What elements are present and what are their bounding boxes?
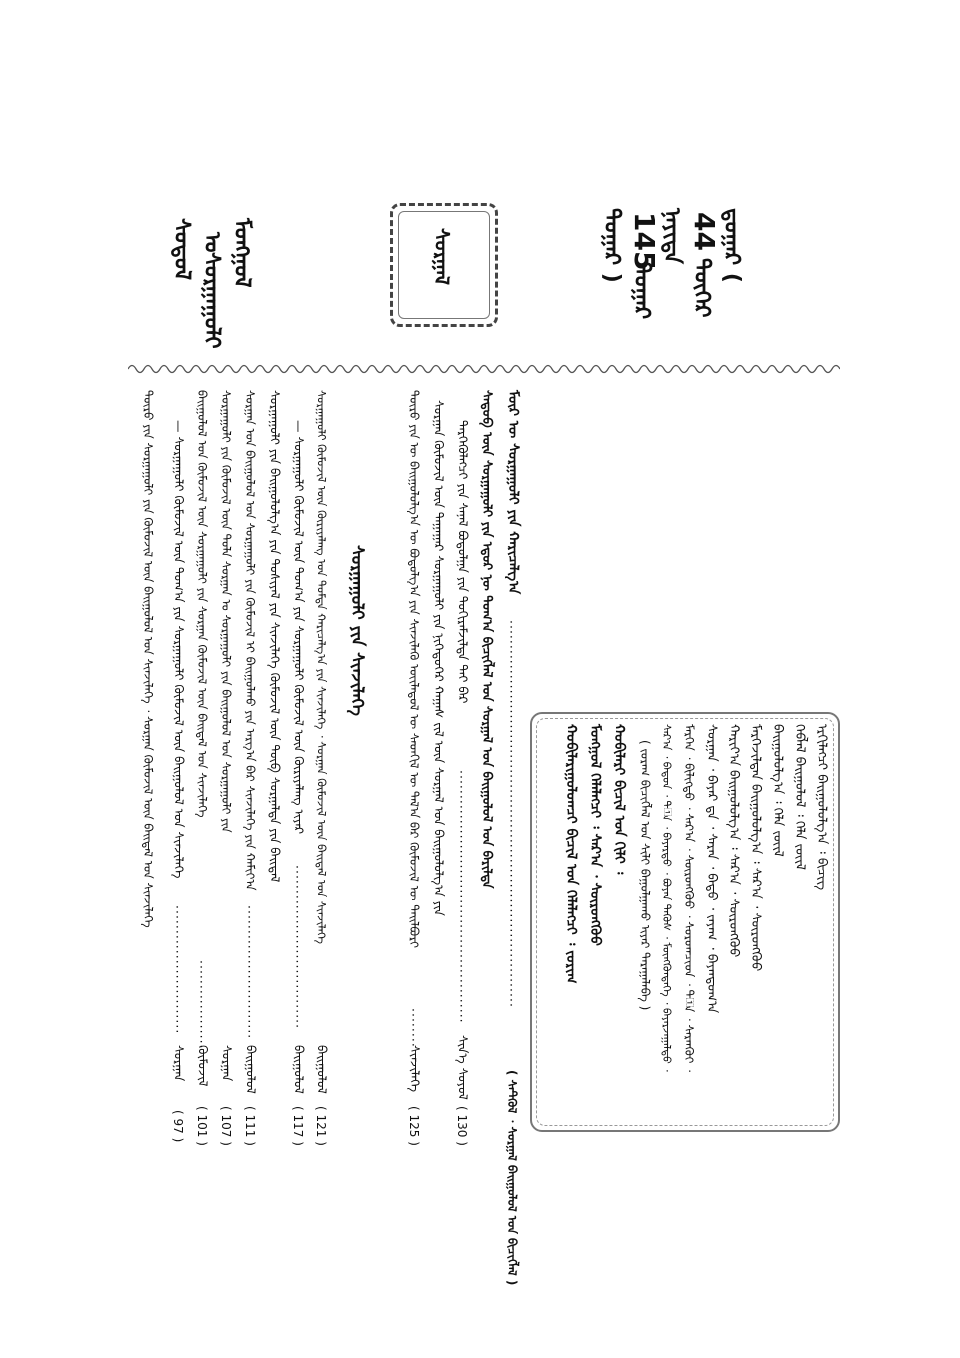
issue-label: ᠳ᠋ᠤᠭᠠᠷ ( <box>719 208 744 283</box>
total-suffix: ᠳᠤᠭᠠᠷ <box>629 262 654 320</box>
page-title: ᠰᠤᠷᠭᠠᠯ <box>430 228 454 285</box>
toc-item-text: ᠰᠤᠷᠭᠠᠭᠤᠯᠢ ᠶᠢᠨ ᠪᠠᠢᠭᠤᠯᠤᠯᠭ᠎ᠠ ᠶᠢᠨ ᠲᠤᠰᠢᠶᠠᠯ ᠶᠢᠨ ᠰᠢᠨᠵᠢᠯᠡᠭᠡ ᠬᠦᠮᠦᠵᠢᠯ ᠦᠨ ᠲᠦᠪ ᠰᠤᠷᠭᠠᠯᠲᠠ ᠶᠢᠨ ᠪᠠᠢᠳᠠᠯ <box>267 390 283 883</box>
toc-dots: ................................. <box>293 865 309 1030</box>
section-title: ᠰᠤᠷᠭᠠᠭᠤᠯᠢ ᠶᠢᠨ ᠰᠢᠨᠵᠢᠯᠡᠭᠡ <box>347 545 367 716</box>
toc-header-line: ᠲᠡᠷᠭᠡᠭᠦᠯᠡᠭᠴᠢ ᠶᠢᠨ ᠰᠠᠨᠠᠯ ᠪᠣᠳᠤᠯᠭᠠ ᠶᠢᠨ ᠲᠣᠬᠢᠷᠠᠮᠵᠢᠯᠲᠠ ᠲᠠᠢ ᠪᠠᠷ <box>455 420 471 704</box>
toc-page-number: ( 130 ) <box>455 1106 469 1146</box>
toc-page-number: ( 111 ) <box>243 1106 257 1146</box>
toc-dots: .................. <box>197 960 213 1050</box>
info-heading: ᠬᠤᠪᠢᠯᠠᠷᠢᠭᠤᠯᠤᠭᠴᠢ ᠪᠢᠴᠢᠯ ᠤᠨ ᠬᠡᠯᠡᠯᠡᠭᠴᠢ ᠄ ᠵᠤᠷᠢᠭ <box>563 724 579 984</box>
toc-header-line: ᠮᠦᠷ ᠦ ᠰᠤᠷᠭᠠᠭᠤᠯᠢ ᠶᠢᠨ ᠬᠠᠷᠢᠴᠠᠯᠭ᠎ᠠ <box>505 390 521 595</box>
publisher-line-3: ᠰᠤᠷᠭᠠᠭᠤᠯᠢ <box>199 252 224 349</box>
publisher-line-2: ᠤ <box>199 232 224 253</box>
toc-dots: .............................................................................. <box>507 620 523 1008</box>
toc-item-tail: ᠪᠠᠢᠭᠤᠯᠤᠯ <box>314 1045 330 1094</box>
toc-item-text: ᠰᠤᠷᠭᠠᠭᠤᠯᠢ ᠬᠦᠮᠦᠵᠢᠯ ᠦᠨ ᠬᠦᠷᠢᠶᠡᠯᠡᠩ ᠤᠨ ᠳᠤᠮᠳᠠ ᠬᠠᠷᠢᠴᠠᠯᠭ᠎ᠠ ᠶᠢᠨ ᠰᠢᠨᠵᠢᠯᠡᠭᠡ ᠂ ᠰᠤᠷᠭᠠᠨ ᠬᠦᠮᠦᠵᠢᠯ ᠦᠨ ᠪᠠᠢᠳᠠᠯ ᠤᠨ ᠰᠢᠨᠵᠢᠯᠡᠭᠡ <box>314 390 329 944</box>
toc-dots: ........................... <box>245 905 261 1040</box>
toc-item-tail: ᠪᠠᠢᠭᠤᠯᠤᠯ <box>291 1045 307 1094</box>
info-line: ᠰᠡᠷ᠎ᠠ ᠂ ᠪᠠᠲᠤᠨ ᠂ ᠲ᠋ᠠ ᠂ ᠪᠠᠶᠠᠷᠲᠤ ᠂ ᠪᠤᠶᠠᠨ ᠲᠡᠭᠦᠰ ᠂ ᠮᠦᠩᠭᠦᠨᠲᠡᠭᠡ ᠂ ᠪᠠᠶᠠᠷᠵᠠᠭᠠᠯᠲᠤ ᠂ <box>660 724 673 1072</box>
toc-item-text: — ᠰᠤᠷᠭᠠᠭᠤᠯᠢ ᠬᠦᠮᠦᠵᠢᠯ ᠦᠨ ᠲᠣᠭ᠎ᠠ ᠶᠢᠨ ᠰᠤᠷᠭᠠᠭᠤᠯᠢ ᠬᠦᠮᠦᠵᠢᠯ ᠦᠨ ᠪᠠᠢᠭᠤᠯᠤᠯ ᠤᠨ ᠰᠢᠨᠵᠢᠯᠡᠭᠡ <box>171 420 187 879</box>
total-label: ᠨᠡᠶᠢᠲᠡ <box>659 208 684 264</box>
toc-page-number: ( 121 ) <box>314 1106 328 1146</box>
info-line: ᠮᠡᠷᠭᠡᠨ ᠂ ᠪᠢᠯᠢᠭᠲᠦ ᠂ ᠰᠡᠷ᠎ᠠ ᠂ ᠰᠦᠷᠦᠩᠬᠦᠦ ᠂ ᠰᠤᠷᠤᠭᠴᠢᠳ ᠂ ᠲ᠋ᠠ ᠂ ᠰᠠᠷᠠᠨᠭᠦᠢ ᠂ <box>682 724 696 1073</box>
toc-header-tail: ᠰᠢᠨ᠎ᠡ ᠰᠣᠶᠣᠯ <box>455 1035 471 1100</box>
toc-item-tail: ᠪᠠᠢᠭᠤᠯᠤᠯ <box>243 1045 259 1094</box>
toc-dots: ........ <box>409 1008 425 1048</box>
toc-header-line: ᠲᠦᠷᠦ ᠶᠢᠨ ᠦ ᠪᠠᠢᠭᠤᠯᠤᠯᠭ᠎ᠠ ᠦ ᠪᠣᠳᠤᠯᠭ᠎ᠠ ᠶᠢᠨ ᠰᠢᠨᠵᠢᠯᠡᠬᠦ ᠦᠢᠯᠡᠳᠦᠯ ᠦ ᠰᠡᠳᠬᠢᠯ ᠦ ᠲᠠᠯ᠎ᠠ ᠪᠠᠷ ᠬᠦᠮᠦᠵᠢᠯ ᠦ ᠲᠠᠢᠯᠪᠤᠷᠢ <box>407 390 421 949</box>
toc-item-text: ᠰᠤᠷᠭᠠᠭᠤᠯᠢ ᠶᠢᠨ ᠬᠦᠮᠦᠵᠢᠯ ᠦᠨ ᠲᠤᠯᠠ ᠰᠤᠷᠭᠠᠨ ᠤ ᠰᠤᠷᠭᠠᠭᠤᠯᠢ ᠶᠢᠨ ᠪᠠᠢᠭᠤᠯᠤᠯ ᠤᠨ ᠰᠤᠷᠭᠠᠭᠤᠯᠢ ᠶᠢᠨ <box>219 390 233 833</box>
toc-item-text: — ᠰᠤᠷᠭᠠᠭᠤᠯᠢ ᠬᠦᠮᠦᠵᠢᠯ ᠦᠨ ᠲᠣᠭ᠎ᠠ ᠶᠢᠨ ᠰᠤᠷᠭᠠᠭᠤᠯᠢ ᠬᠦᠮᠦᠵᠢᠯ ᠦᠨ ᠬᠦᠷᠢᠶᠡᠯᠡᠩ ᠢᠶᠡᠷ <box>291 420 307 835</box>
wavy-divider <box>128 362 840 376</box>
toc-item-text: ᠪᠠᠢᠭᠤᠯᠤᠯ ᠤᠨ ᠬᠦᠮᠦᠵᠢᠯ ᠦᠨ ᠰᠤᠷᠭᠠᠭᠤᠯᠢ ᠶᠢᠨ ᠰᠤᠷᠭᠠᠨ ᠬᠦᠮᠦᠵᠢᠯ ᠦᠨ ᠪᠠᠢᠳᠠᠯ ᠤᠨ ᠰᠢᠨᠵᠢᠯᠡᠭᠡ <box>195 390 209 818</box>
toc-page-number: ( 97 ) <box>171 1110 185 1143</box>
info-line: ᠪᠠᠢᠭᠤᠯᠤᠯᠭ᠎ᠠ ᠄ ᠬᠡᠯᠡ ᠵᠦᠢᠯ <box>770 724 785 857</box>
toc-page-number: ( 117 ) <box>291 1106 305 1146</box>
toc-page-number: ( 125 ) <box>407 1106 421 1146</box>
toc-header-line: ᠰᠡᠳᠦᠪ ᠦᠨ ᠰᠤᠷᠭᠠᠭᠤᠯᠢ ᠶᠢᠨ ᠡᠳᠦᠷ ᠨᠦ ᠲᠣᠭ᠎ᠠ ᠪᠢᠴᠢᠭᠯᠡᠯ ᠤᠨ ᠰᠤᠷᠭᠠᠯ ᠤᠨ ᠪᠠᠢᠭᠤᠯᠤᠯ ᠤᠨ ᠪᠠᠷᠢᠯᠲᠠ <box>479 390 494 889</box>
total-number: 145 <box>628 212 661 271</box>
publisher-line-1: ᠮᠣᠩᠭᠣᠯ <box>229 218 254 288</box>
info-line: ᠰᠤᠷᠭᠠᠨ ᠂ ᠪᠠᠶᠠᠷ ᠳᠠ ᠂ ᠰᠠᠷᠠᠨ ᠂ ᠪᠠᠲᠤ ᠂ ᠵᠠᠶᠠᠭ ᠂ ᠪᠠᠶᠠᠨᠲᠤᠭ᠎ᠠ <box>704 724 719 1014</box>
info-line: ᠬᠡᠪᠯᠡᠯ ᠪᠠᠢᠭᠤᠯᠤᠯ ᠄ ᠬᠡᠯᠡ ᠵᠦᠢᠯ <box>792 724 807 870</box>
info-heading: ᠮᠣᠩᠭᠣᠯ ᠬᠡᠯᠡᠯᠡᠭᠴᠢ ᠄ ᠰᠡᠷ᠎ᠠ ᠂ ᠰᠦᠷᠦᠩᠬᠦᠦ <box>587 724 603 946</box>
toc-item-tail: ᠰᠤᠷᠭᠠᠨ <box>171 1045 187 1082</box>
info-line: ( ᠵᠤᠷᠠᠭ ᠪᠢᠴᠢᠭᠯᠡᠯ ᠤᠨ ᠰᠢᠯᠢ ᠪᠠᠭᠤᠯᠭᠠᠬᠤ ᠢᠶᠠᠷ ᠳᠠᠷᠠᠭᠠᠯᠠᠪᠠ ) <box>638 740 652 1011</box>
toc-item-tail: ᠰᠤᠷᠭᠠᠨ <box>219 1045 235 1082</box>
issue-suffix: ᠳᠦᠭᠡᠷ <box>689 258 714 318</box>
publisher-line-4: ᠰᠤᠳᠤᠯ <box>169 218 194 281</box>
info-line: ᠬᠠᠷᠢᠶ᠎ᠠ ᠪᠠᠢᠭᠤᠯᠤᠯᠭ᠎ᠠ ᠄ ᠰᠡᠷ᠎ᠠ ᠂ ᠰᠦᠷᠦᠩᠬᠦᠦ <box>726 724 741 958</box>
toc-item-text: ᠲᠦᠷᠦ ᠶᠢᠨ ᠰᠤᠷᠭᠠᠭᠤᠯᠢ ᠶᠢᠨ ᠬᠦᠮᠦᠵᠢᠯ ᠦᠨ ᠪᠠᠢᠭᠤᠯᠤᠯ ᠤᠨ ᠰᠢᠨᠵᠢᠯᠡᠭᠡ ᠂ ᠰᠤᠷᠭᠠᠨ ᠬᠦᠮᠦᠵᠢᠯ ᠦᠨ ᠪᠠᠢᠳᠠᠯ ᠤᠨ ᠰᠢᠨᠵᠢᠯᠡᠭᠡ <box>141 390 155 928</box>
info-line: ᠡᠷᠬᠢᠯᠡᠭᠴᠢ ᠪᠠᠢᠭᠤᠯᠤᠯᠭ᠎ᠠ ᠄ ᠪᠢᠴᠢᠭ <box>814 724 829 891</box>
toc-header-line: ᠰᠤᠷᠭᠠᠨ ᠬᠦᠮᠦᠵᠢᠯ ᠦᠨ ᠳᠠᠭᠠᠭᠠᠷ ᠰᠤᠷᠭᠠᠭᠤᠯᠢ ᠶᠢᠨ ᠨᠢᠭᠡᠳᠦᠭᠡᠷ ᠬᠠᠭᠠᠰ ᠵᠢᠯ ᠦᠨ ᠰᠤᠷᠭᠠᠯ ᠤᠨ ᠪᠠᠢᠭᠤᠯᠤᠯᠭ᠎ᠠ ᠶᠢᠨ <box>431 400 447 916</box>
info-heading: ᠬᠤᠪᠢᠯᠠᠷᠢ ᠪᠢᠴᠢᠯ ᠤᠨ ᠬᠢᠯᠢ ᠄ <box>611 724 627 875</box>
toc-page-number: ( 101 ) <box>195 1106 209 1146</box>
total-end: ᠳᠤᠭᠠᠷ ) <box>599 208 624 283</box>
toc-header-tail: ( ᠰᠡᠲᠭᠦᠯ ᠂ ᠰᠤᠷᠭᠠᠯ ᠪᠠᠢᠭᠤᠯᠤᠯ ᠤᠨ ᠪᠢᠴᠢᠭᠯᠡᠯ ) <box>505 1070 519 1286</box>
toc-item-text: ᠰᠤᠷᠭᠠᠨ ᠤᠨ ᠪᠠᠢᠭᠤᠯᠤᠯ ᠤᠨ ᠰᠤᠷᠭᠠᠭᠤᠯᠢ ᠶᠢᠨ ᠬᠦᠮᠦᠵᠢᠯ ᠢ ᠪᠠᠢᠭᠤᠯᠬᠤ ᠶᠢᠨ ᠠᠷᠭ᠎ᠠ ᠪᠠᠷ ᠰᠢᠨᠵᠢᠯᠡᠭᠡ ᠶᠢᠨ ᠬᠠᠮᠢᠶ᠎ᠠ <box>243 390 257 891</box>
toc-header-tail: ᠰᠢᠨᠵᠢᠯᠡᠭᠡ <box>407 1045 423 1092</box>
toc-page-number: ( 107 ) <box>219 1106 233 1146</box>
toc-dots: ................................................... <box>457 770 473 1024</box>
info-line: ᠮᠡᠷᠭᠡᠵᠢᠯᠲᠡᠨ ᠪᠠᠢᠭᠤᠯᠤᠯᠭ᠎ᠠ ᠄ ᠰᠡᠷ᠎ᠠ ᠂ ᠰᠦᠷᠦᠩᠬᠦᠦ <box>748 724 763 972</box>
toc-item-tail: ᠬᠦᠮᠦᠵᠢᠯ <box>195 1045 211 1087</box>
toc-dots: .......................... <box>173 905 189 1035</box>
issue-number: 44 <box>688 212 721 251</box>
